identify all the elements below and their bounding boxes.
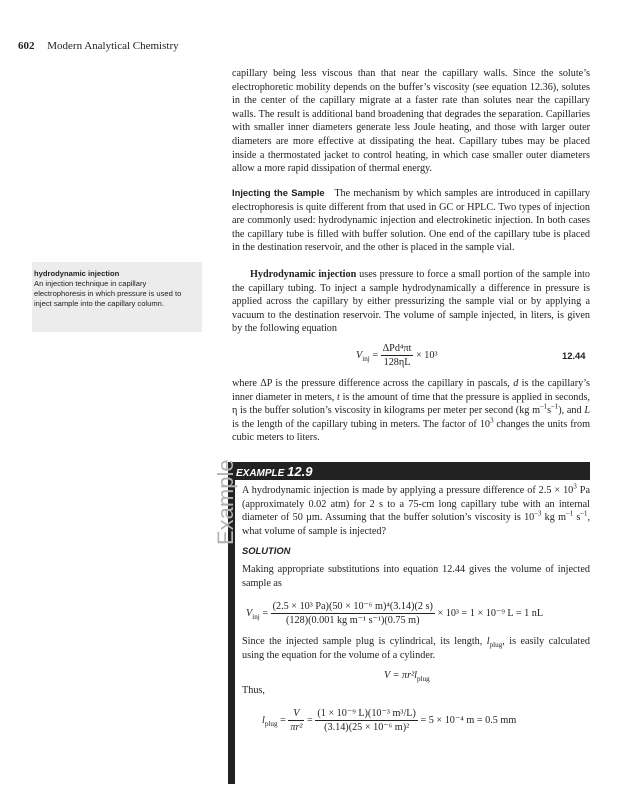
book-title: Modern Analytical Chemistry <box>47 40 179 52</box>
running-header <box>18 40 179 52</box>
margin-note-term: hydrodynamic injection <box>34 269 120 278</box>
term-hydrodynamic-injection: Hydrodynamic injection <box>250 269 357 280</box>
example-label <box>236 463 312 483</box>
example-label-text: EXAMPLE <box>236 468 285 479</box>
equation-number: 12.44 <box>562 350 586 361</box>
paragraph-variable-definitions: where ΔP is the pressure difference across the capillary in pascals, d is the capillary’s inner diameter in meters, t is the amount of time that the pressure is applied in seconds, η is the buffer solution’s viscosity in kilograms per meter per second (kg $m^{-1}s^{-1}$), and L is the length of the capillary tubing in meters. The factor of $10^3$ changes the units from cubic meters to liters. <box>232 378 591 444</box>
equation-factor: × 10³ <box>416 349 438 361</box>
equation-lhs: V <box>356 349 363 361</box>
paragraph-hydrodynamic <box>232 268 590 336</box>
solution-equation-plug-fraction-1: $\frac{V}{\text{πr²}}$ <box>290 708 303 733</box>
solution-paragraph-1: Making appropriate substitutions into equation 12.44 gives the volume of injected sample as <box>242 564 590 589</box>
example-side-word: Example <box>213 459 238 545</box>
example-number: 12.9 <box>287 464 313 479</box>
paragraph-joule-heating: capillary being less viscous than that near the capillary walls. Since the solute’s electrophoretic mobility depends on the buffer’s viscosity (see equation 12.36), solutes in the center of the capillary migrate at a faster rate than solutes near the capillary walls. The result is additional band broadening that degrades the separation. Capillaries with smaller inner diameters generate less Joule heating, and those with larger outer diameters are more effective at dissipating the heat. Capillary tubes may be placed inside a thermostated jacket to control heating, in which case smaller outer diameters allow a more rapid dissipation of thermal energy. <box>232 68 590 175</box>
solution-paragraph-2: Since the injected sample plug is cylindrical, its length, $l_{plug}$, is easily calculated using the equation for the volume of a cylinder. <box>242 636 590 661</box>
paragraph-injecting-text: The mechanism by which samples are introduced in capillary electrophoresis is quite different from that used in GC or HPLC. Two types of injection are commonly used: hydrodynamic injection and electrokinetic injection. In both cases the capillary tube is filled with buffer solution. One end of the capillary tube is placed in the destination reservoir, and the other is placed in the sample vial. <box>232 188 591 254</box>
equation-denominator: 128ηL <box>383 357 411 368</box>
equation-lhs-subscript: inj <box>362 354 370 363</box>
solution-equation-plug-fraction-2: $\frac{\text{(1 × 10⁻⁹ L)(10⁻³ m³/L)}}{\text{(3.14)(25 × 10⁻⁶ m)²}}$ <box>317 708 416 733</box>
equation-12-44: $V_{inj}$ = $\frac{\text{ΔPd⁴πt}}{128\eta L}$ × 10³ <box>356 343 438 368</box>
margin-note-definition: An injection technique in capillary electrophoresis in which pressure is used to inject sample into the capillary column. <box>34 279 182 308</box>
solution-equation-volume-fraction: $\frac{\text{(2.5 × 10³ Pa)(50 × 10⁻⁶ m)⁴(3.14)(2 s)}}{\text{(128)(0.001 kg m⁻¹ s⁻¹)(0.75 m)}}$ <box>272 601 433 626</box>
paragraph-injecting-sample <box>232 186 590 255</box>
equation-numerator: ΔPd⁴πt <box>382 343 412 354</box>
equation-fraction <box>381 342 414 369</box>
page-number: 602 <box>18 40 35 52</box>
section-heading-injecting-sample: Injecting the Sample <box>232 187 325 198</box>
margin-note <box>34 269 199 309</box>
solution-thus: Thus, <box>242 685 265 696</box>
paragraph-hydrodynamic-text: uses pressure to force a small portion of the sample into the capillary tubing. To inject a sample hydrodynamically a difference in pressure is applied across the capillary by either pressurizing the sample vial or by applying a vacuum to the destination reservoir. The volume of sample injected, in liters, is given by the following equation <box>232 269 591 335</box>
example-problem: A hydrodynamic injection is made by applying a pressure difference of $2.5 \times 10^3$ Pa (approximately 0.02 atm) for 2 s to a 75-cm long capillary tube with an internal diameter of 50 µm. Assuming that the buffer solution’s viscosity is $10^{-3}$ kg $m^{-1}$ $s^{-1}$, what volume of sample is injected? <box>242 482 590 537</box>
solution-equation-plug-length: $l_{plug}$ = $\frac{V}{\text{πr²}}$ = $\frac{\text{(1 × 10⁻⁹ L)(10⁻³ m³/L)}}{\text{(3.14)(25 × 10⁻⁶ m)²}}$ = 5 × 10⁻⁴ m = 0.5 mm <box>262 708 517 733</box>
solution-equation-cylinder: $V = \pi r^2l_{plug}$ <box>384 670 430 684</box>
solution-equation-volume: $V_{inj}$ = $\frac{\text{(2.5 × 10³ Pa)(50 × 10⁻⁶ m)⁴(3.14)(2 s)}}{\text{(128)(0.001 kg m⁻¹ s⁻¹)(0.75 m)}}$ × 10³ = 1 × 10⁻⁹ L = 1 nL <box>246 601 544 626</box>
solution-label: SOLUTION <box>242 545 291 556</box>
